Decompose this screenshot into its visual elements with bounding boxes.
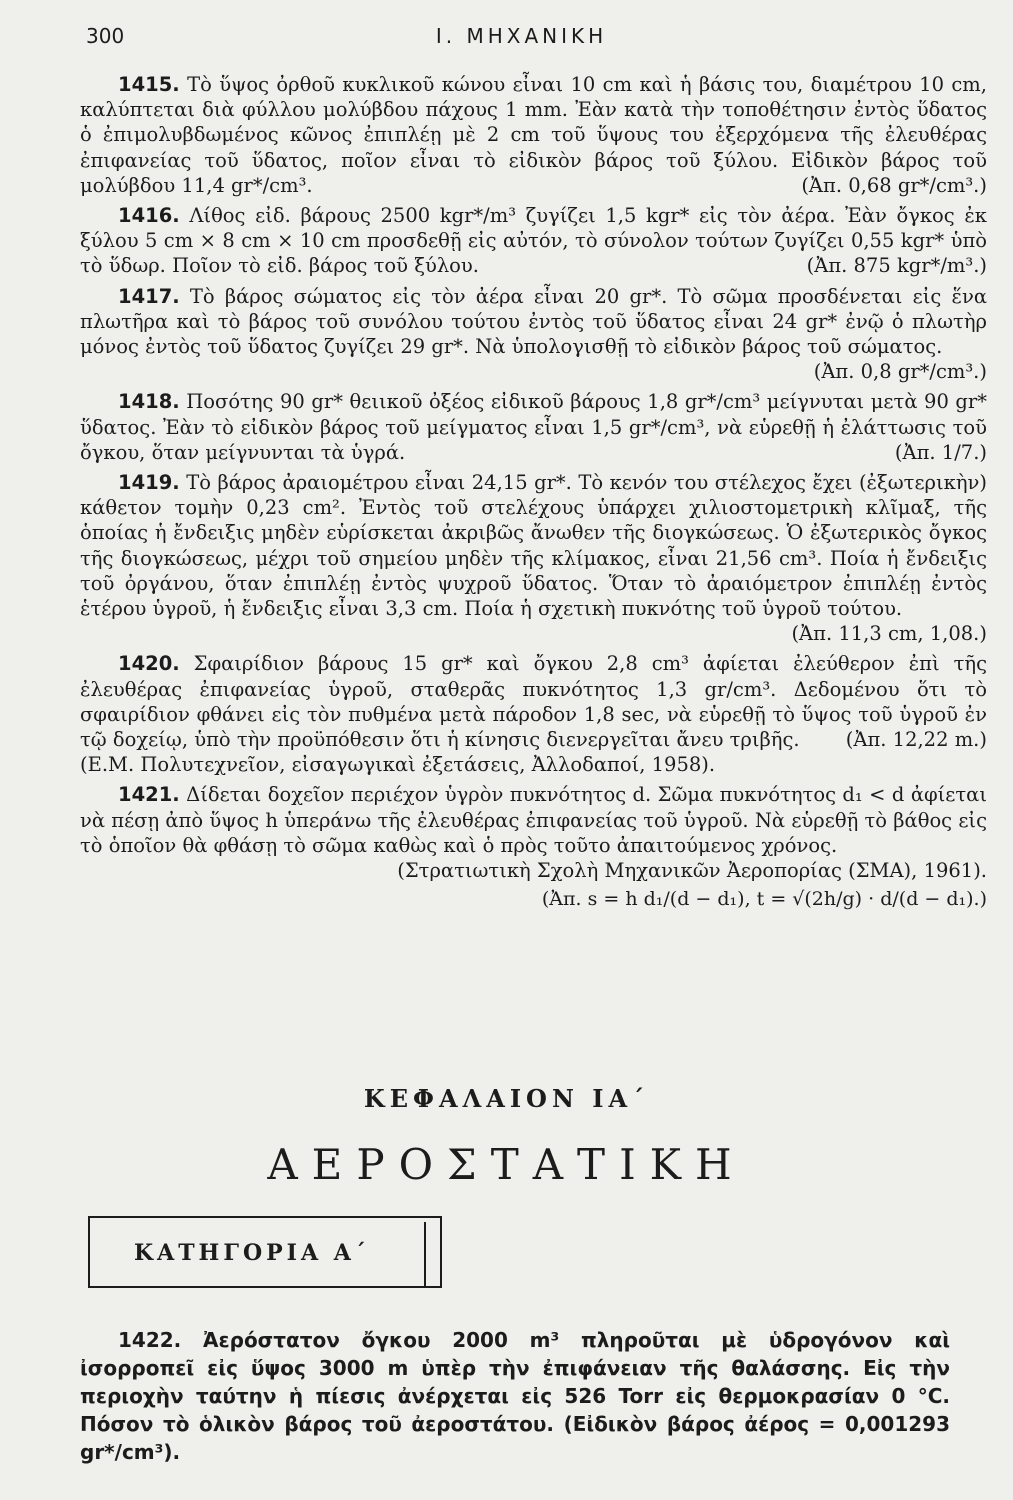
problem-1422: [80, 1326, 950, 1466]
running-title: Ι. ΜΗΧΑΝΙΚΗ: [435, 24, 608, 48]
problem-number: 1422.: [118, 1328, 182, 1352]
problem-answer: (Ἀπ. 875 kgr*/m³.): [806, 254, 987, 278]
problem-1417: [80, 284, 987, 385]
problem-answer: (Ἀπ. 12,22 m.): [845, 728, 987, 752]
problem-1416: [80, 203, 987, 279]
problem-source: (Στρατιωτικὴ Σχολὴ Μηχανικῶν Ἀεροπορίας (ΣΜΑ), 1961).: [397, 859, 987, 883]
page-number: 300: [86, 24, 125, 48]
category-box: [88, 1216, 442, 1288]
problem-text: Δίδεται δοχεῖον περιέχον ὑγρὸν πυκνότητος d. Σῶμα πυκνότητος d₁ < d ἀφίεται νὰ πέσῃ ἀπὸ ὕψος h ὑπεράνω τῆς ἐλευθέρας ἐπιφανείας τοῦ ὑγροῦ. Νὰ εὑρεθῇ τὸ βάθος εἰς τὸ ὁποῖον θὰ φθάσῃ τὸ σῶμα καθὼς καὶ ὁ πρὸς τοῦτο ἀπαιτούμενος χρόνος.: [80, 783, 987, 857]
problem-1420: [80, 651, 987, 777]
problem-source: (Ε.Μ. Πολυτεχνεῖον, εἰσαγωγικαὶ ἐξετάσεις, Ἀλλοδαποί, 1958).: [80, 753, 716, 777]
problem-number: 1420.: [118, 652, 180, 676]
category-divider: [424, 1222, 426, 1288]
problems-section: [80, 72, 987, 910]
page-header: [86, 24, 957, 58]
problem-number: 1415.: [118, 73, 180, 96]
problem-text: Λίθος εἰδ. βάρους 2500 kgr*/m³ ζυγίζει 1,5 kgr* εἰς τὸν ἀέρα. Ἐὰν ὄγκος ἐκ ξύλου 5 cm × 8 cm × 10 cm προσδεθῇ εἰς αὐτόν, τὸ σύνολον τούτων ζυγίζει 0,55 kgr* ὑπὸ τὸ ὕδωρ. Ποῖον τὸ εἰδ. βάρος τοῦ ξύλου.: [80, 204, 987, 278]
problem-answer: (Ἀπ. 0,8 gr*/cm³.): [813, 360, 987, 384]
answer-formula: (Ἀπ. s = h d₁/(d − d₁), t = √(2h/g) · d/(d − d₁).): [541, 888, 987, 911]
problem-1415: [80, 72, 987, 198]
problem-text: Τὸ βάρος ἀραιομέτρου εἶναι 24,15 gr*. Τὸ κενόν του στέλεχος ἔχει (ἐξωτερικὴν) κάθετον τομὴν 0,23 cm². Ἐντὸς τοῦ στελέχους ὑπάρχει χιλιοστομετρικὴ κλῖμαξ, τῆς ὁποίας ἡ ἔνδειξις μηδὲν εὑρίσκεται ἀκριβῶς ἄνωθεν τῆς διογκώσεως. Ὁ ἐξωτερικὸς ὄγκος τῆς διογκώσεως, μέχρι τοῦ σημείου μηδὲν τῆς κλίμακος, εἶναι 21,56 cm³. Ποία ἡ ἔνδειξις τοῦ ὀργάνου, ὅταν ἐπιπλέῃ ἐντὸς ψυχροῦ ὕδατος. Ὅταν τὸ ἀραιόμετρον ἐπιπλέῃ ἐντὸς ἑτέρου ὑγροῦ, ἡ ἔνδειξις εἶναι 3,3 cm. Ποία ἡ σχετικὴ πυκνότης τοῦ ὑγροῦ τούτου.: [80, 471, 987, 621]
problem-answer: (Ἀπ. 11,3 cm, 1,08.): [791, 622, 987, 646]
problem-text: Σφαιρίδιον βάρους 15 gr* καὶ ὄγκου 2,8 cm³ ἀφίεται ἐλεύθερον ἐπὶ τῆς ἐλευθέρας ἐπιφανείας ὑγροῦ, σταθερᾶς πυκνότητος 1,3 gr/cm³. Δεδομένου ὅτι τὸ σφαιρίδιον φθάνει εἰς τὸν πυθμένα μετὰ πάροδον 1,8 sec, νὰ εὑρεθῇ τὸ ὕψος τοῦ ὑγροῦ ἐν τῷ δοχείῳ, ὑπὸ τὴν προϋπόθεσιν ὅτι ἡ κίνησις διενεργεῖται ἄνευ τριβῆς.: [80, 652, 987, 752]
problem-text: Ποσότης 90 gr* θειικοῦ ὀξέος εἰδικοῦ βάρους 1,8 gr*/cm³ μείγνυται μετὰ 90 gr* ὕδατος. Ἐὰν τὸ εἰδικὸν βάρος τοῦ μείγματος εἶναι 1,5 gr*/cm³, νὰ εὑρεθῇ ἡ ἐλάττωσις τοῦ ὄγκου, ὅταν μείγνυνται τὰ ὑγρά.: [80, 390, 987, 464]
problem-text: Ἀερόστατον ὄγκου 2000 m³ πληροῦται μὲ ὑδρογόνον καὶ ἰσορροπεῖ εἰς ὕψος 3000 m ὑπὲρ τὴν ἐπιφάνειαν τῆς θαλάσσης. Εἰς τὴν περιοχὴν ταύτην ἡ πίεσις ἀνέρχεται εἰς 526 Torr εἰς θερμοκρασίαν 0 °C. Πόσον τὸ ὁλικὸν βάρος τοῦ ἀεροστάτου. (Εἰδικὸν βάρος ἀέρος = 0,001293 gr*/cm³).: [80, 1328, 950, 1464]
problem-1421: [80, 782, 987, 883]
problem-answer: (Ἀπ. 1/7.): [894, 440, 987, 464]
problem-answer: (Ἀπ. 0,68 gr*/cm³.): [801, 173, 987, 197]
chapter-label: ΚΕΦΑΛΑΙΟΝ ΙΑ΄: [363, 1084, 650, 1113]
chapter-title: ΑΕΡΟΣΤΑΤΙΚΗ: [267, 1140, 746, 1189]
problem-number: 1419.: [118, 471, 180, 495]
problem-1419: [80, 470, 987, 646]
problem-number: 1421.: [118, 783, 180, 807]
problem-number: 1417.: [118, 284, 180, 308]
problem-text: Τὸ ὕψος ὀρθοῦ κυκλικοῦ κώνου εἶναι 10 cm καὶ ἡ βάσις του, διαμέτρου 10 cm, καλύπτεται διὰ φύλλου μολύβδου πάχους 1 mm. Ἐὰν κατὰ τὴν τοποθέτησιν ἐντὸς ὕδατος ὁ ἐπιμολυβδωμένος κῶνος ἐπιπλέῃ μὲ 2 cm τοῦ ὕψους του ἐξερχόμενα τῆς ἐλευθέρας ἐπιφανείας τοῦ ὕδατος, ποῖον εἶναι τὸ εἰδικὸν βάρος τοῦ ξύλου. Εἰδικὸν βάρος τοῦ μολύβδου 11,4 gr*/cm³.: [80, 73, 987, 197]
problem-text: Τὸ βάρος σώματος εἰς τὸν ἀέρα εἶναι 20 gr*. Τὸ σῶμα προσδένεται εἰς ἕνα πλωτῆρα καὶ τὸ βάρος τοῦ συνόλου τούτου ἐντὸς τοῦ ὕδατος εἶναι 24 gr* ἐνῷ ὁ πλωτὴρ μόνος ἐντὸς τοῦ ὕδατος ζυγίζει 29 gr*. Νὰ ὑπολογισθῇ τὸ εἰδικὸν βάρος τοῦ σώματος.: [80, 284, 987, 359]
category-label: ΚΑΤΗΓΟΡΙΑ Α΄: [134, 1240, 370, 1266]
problem-1418: [80, 389, 987, 465]
problem-number: 1418.: [118, 390, 180, 414]
problem-number: 1416.: [118, 204, 180, 228]
